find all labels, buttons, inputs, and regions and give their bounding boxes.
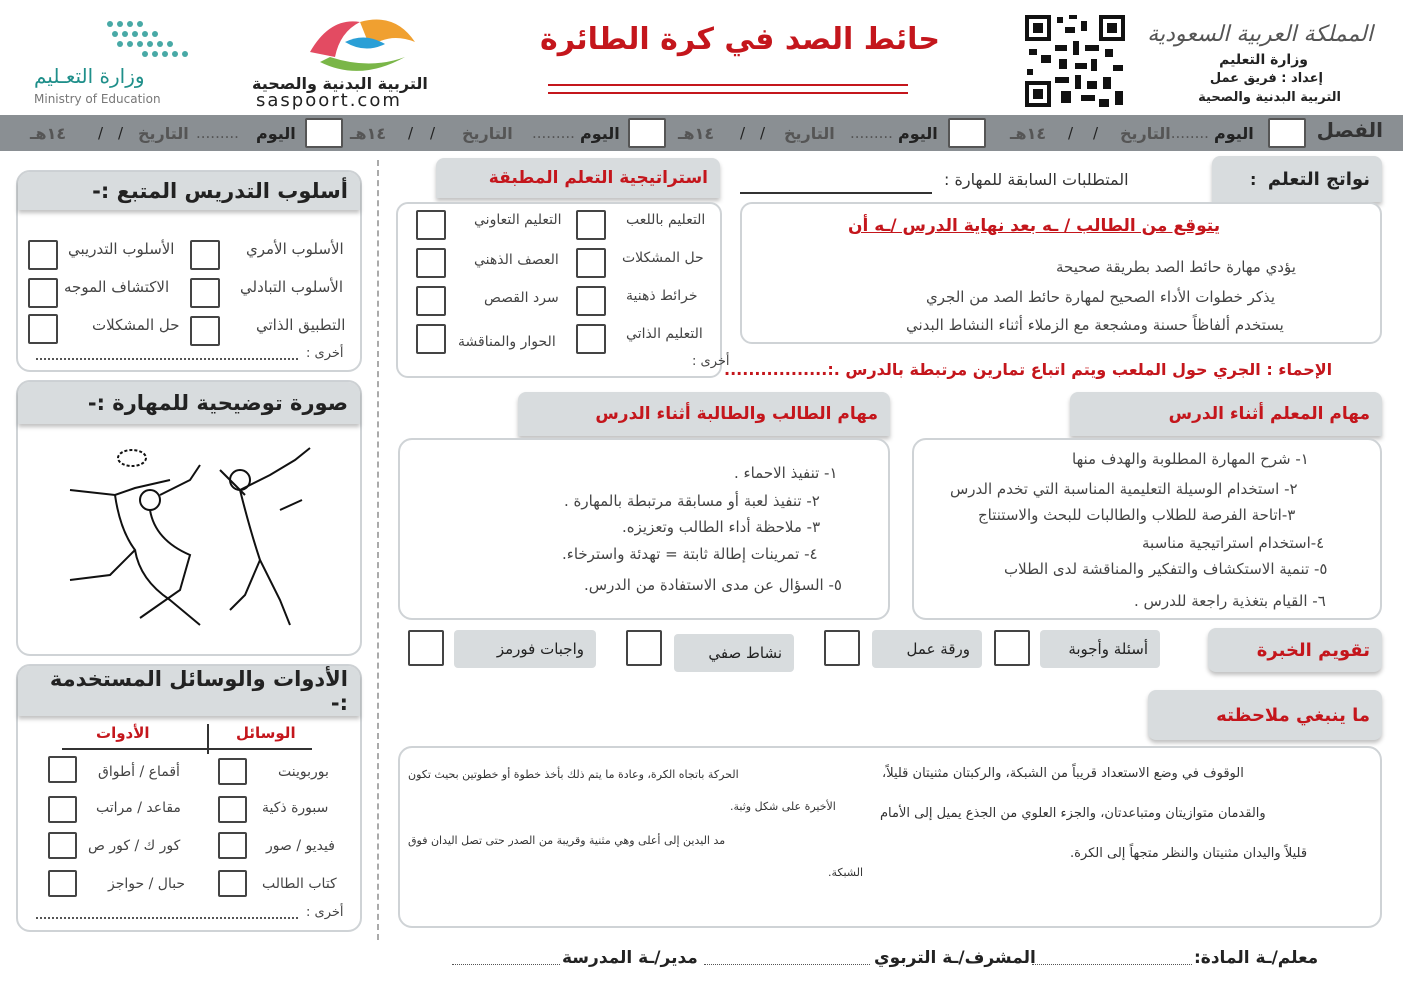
strategy-6: سرد القصص bbox=[484, 290, 559, 306]
strategy-checkbox-4[interactable] bbox=[416, 248, 446, 278]
department-name: التربية البدنية والصحية bbox=[1198, 90, 1341, 105]
note-left-4: الشبكة. bbox=[828, 866, 864, 879]
title-underline-1 bbox=[548, 84, 908, 86]
moe-logo-english: Ministry of Education bbox=[34, 92, 161, 106]
means-item-2: سبورة ذكية bbox=[262, 800, 329, 816]
teaching-option-5: التطبيق الذاتي bbox=[256, 316, 346, 334]
tools-checkbox-4[interactable] bbox=[48, 870, 77, 897]
day-label-1: اليوم bbox=[1214, 124, 1254, 143]
class-checkbox[interactable] bbox=[1268, 118, 1306, 148]
date-label-4: التاريخ bbox=[138, 124, 189, 143]
eval-option-2: ورقة عمل bbox=[906, 640, 970, 658]
signature-principal: مدير/ـة المدرسة bbox=[562, 948, 698, 968]
eval-checkbox-1[interactable] bbox=[994, 630, 1030, 666]
day-label-2: اليوم bbox=[898, 124, 938, 143]
date-slash-2a: / bbox=[760, 124, 766, 142]
note-right-2: والقدمان متوازيتان ومتباعدتان، والجزء العلوي من الجذع يميل إلى الأمام bbox=[880, 806, 1266, 821]
tools-checkbox-3[interactable] bbox=[48, 832, 77, 859]
teaching-option-4: الاكتشاف الموجه bbox=[64, 278, 170, 296]
teaching-checkbox-2[interactable] bbox=[28, 240, 58, 270]
means-item-4: كتاب الطالب bbox=[262, 876, 337, 892]
teacher-task-3: ٣-اتاحة الفرصة للطلاب والطالبات للبحث والاستنتاج bbox=[978, 506, 1296, 524]
teaching-other-label: أخرى : bbox=[306, 346, 344, 361]
strategy-1: التعليم باللعب bbox=[626, 212, 706, 228]
tools-item-2: مقاعد / مراتب bbox=[96, 800, 181, 816]
site-logo-text: التربية البدنية والصحية bbox=[252, 74, 428, 93]
date-dots-1: ......... bbox=[1166, 124, 1209, 142]
date-label-1: التاريخ bbox=[1120, 124, 1171, 143]
eval-option-3-box bbox=[674, 634, 794, 672]
day-checkbox-2[interactable] bbox=[628, 118, 666, 148]
teaching-option-6: حل المشكلات bbox=[92, 316, 180, 334]
date-slash-1a: / bbox=[1093, 124, 1099, 142]
eval-checkbox-2[interactable] bbox=[824, 630, 860, 666]
strategy-4: العصف الذهني bbox=[474, 252, 559, 268]
kingdom-name: المملكة العربية السعودية bbox=[1147, 22, 1373, 47]
year-label-2: ١٤هـ bbox=[678, 124, 715, 143]
strategy-7: التعليم الذاتي bbox=[626, 326, 703, 342]
strategy-8: الحوار والمناقشة bbox=[458, 334, 556, 350]
date-dots-3: ......... bbox=[532, 124, 575, 142]
signature-supervisor: المشرف/ـة التربوي bbox=[874, 948, 1036, 968]
note-left-3: مد اليدين إلى أعلى وهي مثنية وقريبة من الصدر حتى تصل اليدان فوق bbox=[408, 834, 726, 847]
prereq-label: المتطلبات السابقة للمهارة : bbox=[944, 170, 1129, 189]
strategy-2: التعليم التعاوني bbox=[474, 212, 562, 228]
day-checkbox-3[interactable] bbox=[305, 118, 343, 148]
strategy-5: خرائط ذهنية bbox=[626, 288, 698, 304]
tools-other-label: أخرى : bbox=[306, 905, 344, 920]
tools-item-3: كور ك / كور ص bbox=[88, 838, 181, 854]
day-label-3: اليوم bbox=[580, 124, 620, 143]
illustration-title: صورة توضيحية للمهارة :- bbox=[18, 382, 360, 424]
student-task-3: ٣- ملاحظة أداء الطالب وتعزيزه. bbox=[622, 518, 821, 536]
evaluation-title: تقويم الخبرة bbox=[1208, 628, 1382, 672]
teaching-checkbox-3[interactable] bbox=[190, 278, 220, 308]
teacher-task-2: ٢- استخدام الوسيلة التعليمية المناسبة التي تخدم الدرس bbox=[950, 480, 1298, 498]
tools-col-means: الوسائل bbox=[236, 724, 296, 742]
strategy-checkbox-1[interactable] bbox=[576, 210, 606, 240]
eval-option-4: واجبات فورمز bbox=[496, 640, 584, 658]
student-task-1: ١- تنفيذ الاحماء . bbox=[734, 464, 838, 482]
signature-teacher-line[interactable] bbox=[1032, 964, 1192, 965]
day-checkbox-1[interactable] bbox=[948, 118, 986, 148]
teaching-style-title: أسلوب التدريس المتبع :- bbox=[18, 172, 360, 210]
means-checkbox-4[interactable] bbox=[218, 870, 247, 897]
outcomes-colon: : bbox=[1250, 170, 1257, 189]
tools-item-4: حبال / حواجز bbox=[108, 876, 186, 892]
ministry-name: وزارة التعليم bbox=[1219, 52, 1308, 68]
teaching-option-2: الأسلوب التدريبي bbox=[68, 240, 175, 258]
outcome-2: يذكر خطوات الأداء الصحيح لمهارة حائط الصد من الجري bbox=[926, 288, 1276, 306]
teacher-task-4: ٤-استخدام استراتيجية مناسبة bbox=[1142, 534, 1325, 552]
year-label-3: ١٤هـ bbox=[350, 124, 387, 143]
outcome-1: يؤدي مهارة حائط الصد بطريقة صحيحة bbox=[1056, 258, 1296, 276]
outcomes-title: نواتج التعلم bbox=[1212, 156, 1382, 202]
means-item-1: بوربوينت bbox=[278, 764, 329, 780]
student-task-2: ٢- تنفيذ لعبة أو مسابقة مرتبطة بالمهارة . bbox=[564, 492, 820, 510]
strategy-checkbox-6[interactable] bbox=[416, 286, 446, 316]
student-tasks-title: مهام الطالب والطالبة أثناء الدرس bbox=[518, 392, 890, 436]
eval-checkbox-4[interactable] bbox=[408, 630, 444, 666]
site-url: saspoort.com bbox=[256, 90, 402, 111]
date-label-2: التاريخ bbox=[784, 124, 835, 143]
tools-other-line[interactable] bbox=[36, 917, 298, 919]
notes-title: ما ينبغي ملاحظته bbox=[1148, 690, 1382, 740]
tools-checkbox-1[interactable] bbox=[48, 756, 77, 783]
outcome-3: يستخدم ألفاظاً حسنة ومشجعة مع الزملاء أثناء النشاط البدني bbox=[906, 316, 1284, 334]
date-slash-1b: / bbox=[1068, 124, 1074, 142]
teaching-checkbox-4[interactable] bbox=[28, 278, 58, 308]
strategy-3: حل المشكلات bbox=[622, 250, 704, 266]
note-right-3: قليلاً واليدان مثنيتان والنظر متجهاً إلى الكرة. bbox=[1070, 846, 1308, 861]
teaching-checkbox-5[interactable] bbox=[190, 316, 220, 346]
tools-col-tools: الأدوات bbox=[96, 724, 150, 742]
tools-title: الأدوات والوسائل المستخدمة :- bbox=[18, 666, 360, 716]
date-slash-4b: / bbox=[98, 124, 104, 142]
signature-teacher: معلم/ـة المادة: bbox=[1194, 948, 1319, 968]
tools-header-rule bbox=[62, 748, 312, 750]
strategy-checkbox-8[interactable] bbox=[416, 324, 446, 354]
signature-supervisor-line[interactable] bbox=[704, 964, 870, 965]
note-left-1: الحركة باتجاه الكرة، وعادة ما يتم ذلك بأخذ خطوة أو خطوتين بحيث تكون bbox=[408, 768, 739, 781]
teaching-option-3: الأسلوب التبادلي bbox=[240, 278, 344, 296]
strategy-checkbox-7[interactable] bbox=[576, 324, 606, 354]
teacher-tasks-title: مهام المعلم أثناء الدرس bbox=[1070, 392, 1382, 436]
prepared-by: إعداد : فريق عمل bbox=[1209, 71, 1323, 86]
teacher-task-6: ٦- القيام بتغذية راجعة للدرس . bbox=[1134, 592, 1326, 610]
strategy-checkbox-2[interactable] bbox=[416, 210, 446, 240]
title-underline-2 bbox=[548, 92, 908, 94]
teaching-checkbox-1[interactable] bbox=[190, 240, 220, 270]
day-label-4: اليوم bbox=[256, 124, 296, 143]
eval-option-1-box bbox=[1040, 630, 1160, 668]
date-dots-2: ......... bbox=[850, 124, 893, 142]
qr-code bbox=[1025, 15, 1125, 107]
tools-center-rule bbox=[207, 724, 209, 754]
date-slash-2b: / bbox=[740, 124, 746, 142]
date-slash-3b: / bbox=[408, 124, 414, 142]
note-right-1: الوقوف في وضع الاستعداد قريباً من الشبكة، والركبتان مثنيتان قليلاً، bbox=[882, 766, 1244, 781]
prereq-line[interactable] bbox=[740, 192, 932, 194]
date-slash-3a: / bbox=[430, 124, 436, 142]
eval-checkbox-3[interactable] bbox=[626, 630, 662, 666]
page-title: حائط الصد في كرة الطائرة bbox=[540, 22, 940, 57]
eval-option-3: نشاط صفي bbox=[708, 644, 782, 662]
teaching-checkbox-6[interactable] bbox=[28, 314, 58, 344]
strategy-checkbox-5[interactable] bbox=[576, 286, 606, 316]
strategies-other-label: أخرى : bbox=[692, 354, 730, 369]
strategy-checkbox-3[interactable] bbox=[576, 248, 606, 278]
saspoort-logo-icon bbox=[300, 12, 420, 80]
date-dots-4: ......... bbox=[196, 124, 239, 142]
note-left-2: الأخيرة على شكل وثبة. bbox=[730, 800, 836, 813]
student-task-4: ٤- تمرينات إطالة ثابتة = تهدئة واسترخاء. bbox=[562, 545, 818, 563]
outcomes-lead: يتوقع من الطالب / ـه بعد نهاية الدرس /ـه أن bbox=[848, 216, 1221, 236]
date-label-3: التاريخ bbox=[462, 124, 513, 143]
teaching-option-1: الأسلوب الأمري bbox=[246, 240, 344, 258]
moe-logo-icon bbox=[100, 14, 190, 64]
student-task-5: ٥- السؤال عن مدى الاستفادة من الدرس. bbox=[584, 576, 842, 594]
moe-logo-arabic: وزارة التعـليم bbox=[34, 64, 145, 88]
means-checkbox-3[interactable] bbox=[218, 832, 247, 859]
tools-checkbox-2[interactable] bbox=[48, 796, 77, 823]
date-slash-4a: / bbox=[118, 124, 124, 142]
means-item-3: فيديو / صور bbox=[266, 838, 335, 854]
teaching-other-line[interactable] bbox=[36, 358, 298, 360]
year-label-1: ١٤هـ bbox=[1010, 124, 1047, 143]
teacher-task-5: ٥- تنمية الاستكشاف والتفكير والمناقشة لدى الطلاب bbox=[1004, 560, 1328, 578]
means-checkbox-2[interactable] bbox=[218, 796, 247, 823]
year-label-4: ١٤هـ bbox=[30, 124, 67, 143]
teacher-task-1: ١- شرح المهارة المطلوبة والهدف منها bbox=[1072, 450, 1309, 468]
eval-option-2-box bbox=[872, 630, 982, 668]
eval-option-4-box bbox=[454, 630, 596, 668]
means-checkbox-1[interactable] bbox=[218, 758, 247, 785]
column-divider bbox=[377, 160, 379, 940]
eval-option-1: أسئلة وأجوبة bbox=[1068, 640, 1148, 658]
warmup-text: الإحماء : الجري حول الملعب ويتم اتباع تمارين مرتبطة بالدرس .:................. bbox=[724, 360, 1333, 379]
strategies-title: استراتيجية التعلم المطبقة bbox=[436, 158, 720, 198]
signature-principal-line[interactable] bbox=[452, 964, 560, 965]
tools-item-1: أقماع / أطواق bbox=[98, 764, 180, 780]
volleyball-block-illustration bbox=[40, 440, 330, 630]
class-label: الفصل bbox=[1316, 118, 1383, 142]
